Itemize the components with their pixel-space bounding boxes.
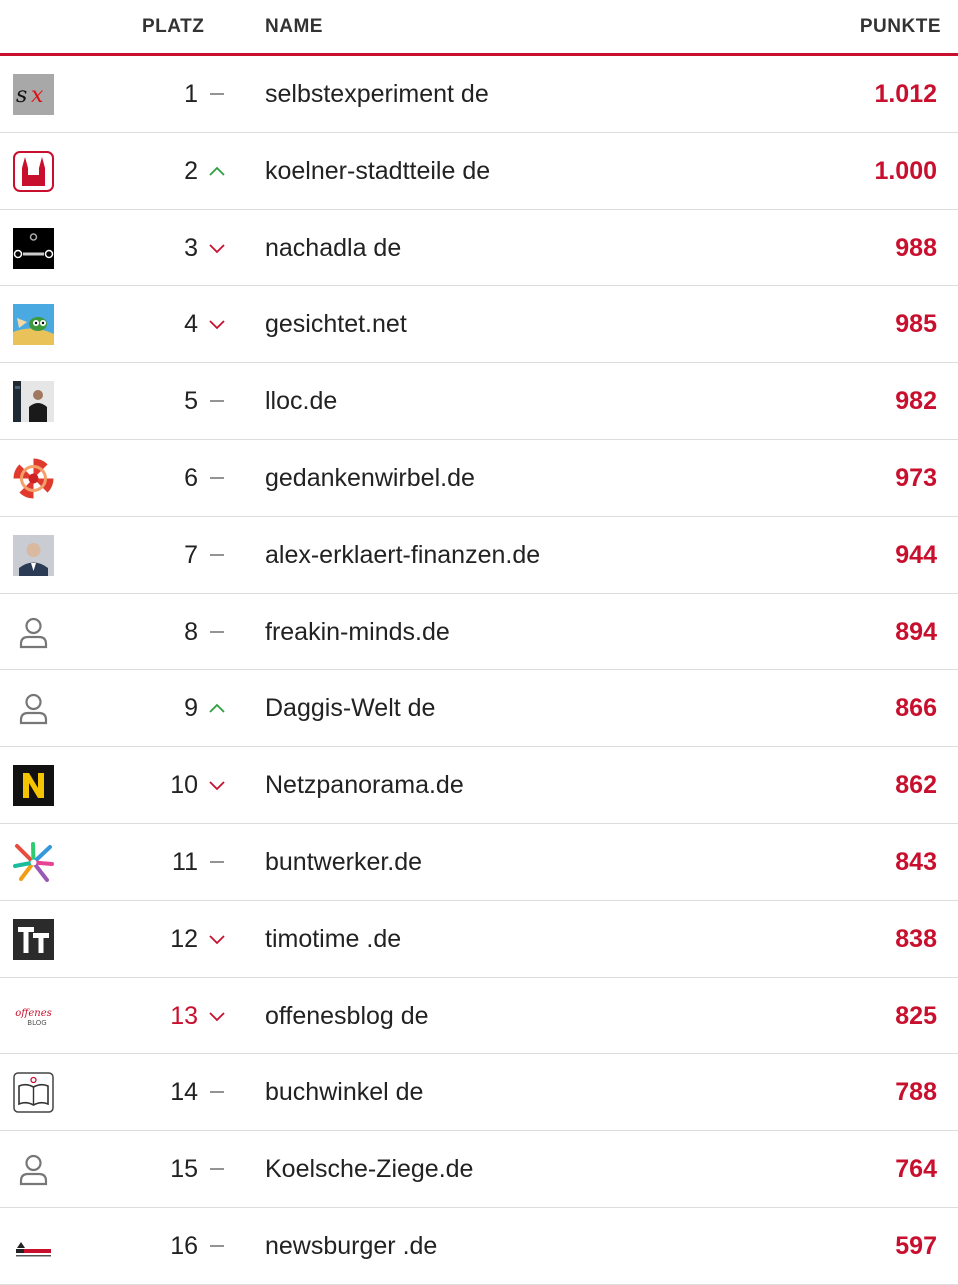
rank-value: 2 xyxy=(184,156,198,185)
blog-name-link[interactable]: Koelsche-Ziege.de xyxy=(265,1155,474,1184)
header-punkte[interactable]: PUNKTE xyxy=(859,16,941,37)
trend-same-icon xyxy=(207,391,227,411)
blog-name-link[interactable]: alex-erklaert-finanzen.de xyxy=(265,540,541,569)
blog-name-link[interactable]: timotime .de xyxy=(265,924,402,953)
rank-value: 9 xyxy=(184,694,198,723)
points-value: 982 xyxy=(895,387,937,416)
trend-same-icon xyxy=(207,1082,227,1102)
trend-same-icon xyxy=(207,1159,227,1179)
table-row[interactable] xyxy=(0,978,958,1055)
table-row[interactable] xyxy=(0,440,958,517)
rank-value: 4 xyxy=(184,310,198,339)
trend-same-icon xyxy=(207,1236,227,1256)
table-body xyxy=(0,56,958,1285)
table-row[interactable] xyxy=(0,1131,958,1208)
blog-name-link[interactable]: freakin-minds.de xyxy=(265,617,450,646)
trend-up-icon xyxy=(207,698,227,718)
table-header xyxy=(0,0,958,56)
table-row[interactable] xyxy=(0,1208,958,1285)
blog-name-link[interactable]: buchwinkel de xyxy=(265,1078,424,1107)
blog-name-link[interactable]: gedankenwirbel.de xyxy=(265,463,475,492)
table-row[interactable] xyxy=(0,901,958,978)
blog-name-link[interactable]: koelner-stadtteile de xyxy=(265,156,491,185)
trend-up-icon xyxy=(207,698,227,718)
header-platz[interactable]: PLATZ xyxy=(142,16,205,37)
trend-down-icon xyxy=(207,238,227,258)
svg-text:x: x xyxy=(31,83,44,108)
table-row[interactable] xyxy=(0,133,958,210)
offenesblog-logo-icon xyxy=(13,996,54,1037)
trend-same-icon xyxy=(207,468,227,488)
trend-down-icon xyxy=(207,775,227,795)
rank-value: 7 xyxy=(184,540,198,569)
table-row[interactable] xyxy=(0,747,958,824)
trend-down-icon xyxy=(207,775,227,795)
rank-value: 15 xyxy=(170,1155,198,1184)
rank-value: 13 xyxy=(170,1001,198,1030)
newsburger-logo-icon xyxy=(13,1226,54,1267)
table-row[interactable] xyxy=(0,363,958,440)
trend-up-icon xyxy=(207,161,227,181)
tt-logo-icon xyxy=(13,919,54,960)
blog-name-link[interactable]: newsburger .de xyxy=(265,1231,438,1260)
trend-down-icon xyxy=(207,1006,227,1026)
svg-text:s: s xyxy=(16,83,28,108)
user-icon xyxy=(13,1149,54,1190)
points-value: 764 xyxy=(895,1155,937,1184)
speaker-photo-icon xyxy=(13,381,54,422)
rank-value: 8 xyxy=(184,617,198,646)
trend-same-icon xyxy=(207,852,227,872)
points-value: 838 xyxy=(895,924,937,953)
table-row[interactable] xyxy=(0,824,958,901)
trend-same-icon xyxy=(207,84,227,104)
blog-name-link[interactable]: nachadla de xyxy=(265,233,402,262)
trend-same-icon xyxy=(207,1236,227,1256)
trend-same-icon xyxy=(207,622,227,642)
user-icon xyxy=(13,612,54,653)
table-row[interactable] xyxy=(0,286,958,363)
trend-same-icon xyxy=(207,1082,227,1102)
cathedral-icon xyxy=(13,151,54,192)
table-row[interactable] xyxy=(0,594,958,671)
trend-down-icon xyxy=(207,314,227,334)
svg-text:offenes: offenes xyxy=(15,1007,52,1019)
rank-value: 14 xyxy=(170,1078,198,1107)
trend-same-icon xyxy=(207,622,227,642)
table-row[interactable] xyxy=(0,1054,958,1131)
rank-value: 3 xyxy=(184,233,198,262)
user-icon xyxy=(13,688,54,729)
svg-text:BLOG: BLOG xyxy=(27,1018,47,1027)
blog-name-link[interactable]: gesichtet.net xyxy=(265,310,407,339)
blog-name-link[interactable]: lloc.de xyxy=(265,387,338,416)
trend-up-icon xyxy=(207,161,227,181)
rank-value: 5 xyxy=(184,387,198,416)
trend-same-icon xyxy=(207,1159,227,1179)
blog-name-link[interactable]: offenesblog de xyxy=(265,1001,429,1030)
trend-down-icon xyxy=(207,238,227,258)
points-value: 973 xyxy=(895,463,937,492)
book-icon xyxy=(13,1072,54,1113)
rank-value: 12 xyxy=(170,924,198,953)
trend-same-icon xyxy=(207,852,227,872)
points-value: 788 xyxy=(895,1078,937,1107)
header-name[interactable]: NAME xyxy=(265,16,323,37)
rank-value: 10 xyxy=(170,771,198,800)
points-value: 843 xyxy=(895,847,937,876)
trend-same-icon xyxy=(207,545,227,565)
blog-name-link[interactable]: selbstexperiment de xyxy=(265,80,489,108)
blog-name-link[interactable]: buntwerker.de xyxy=(265,847,423,876)
table-row[interactable] xyxy=(0,56,958,133)
portrait-photo-icon xyxy=(13,535,54,576)
table-row[interactable] xyxy=(0,517,958,594)
trend-down-icon xyxy=(207,929,227,949)
cartoon-icon xyxy=(13,304,54,345)
points-value: 597 xyxy=(895,1231,937,1260)
trend-same-icon xyxy=(207,468,227,488)
trend-same-icon xyxy=(207,545,227,565)
rank-value: 1 xyxy=(184,80,198,108)
trend-same-icon xyxy=(207,84,227,104)
points-value: 1.012 xyxy=(874,80,937,108)
nachadla-logo-icon xyxy=(13,228,54,269)
sx-logo-icon xyxy=(13,74,54,115)
blog-name-link[interactable]: Netzpanorama.de xyxy=(265,771,464,800)
points-value: 894 xyxy=(895,617,937,646)
points-value: 1.000 xyxy=(874,156,937,185)
rank-value: 11 xyxy=(172,847,198,876)
pencils-icon xyxy=(13,842,54,883)
n-logo-icon xyxy=(13,765,54,806)
points-value: 985 xyxy=(895,310,937,339)
spiral-icon xyxy=(13,458,54,499)
trend-down-icon xyxy=(207,929,227,949)
blog-name-link[interactable]: Daggis-Welt de xyxy=(265,694,436,723)
table-row[interactable] xyxy=(0,210,958,287)
trend-down-icon xyxy=(207,1006,227,1026)
points-value: 866 xyxy=(895,694,937,723)
points-value: 862 xyxy=(895,771,937,800)
points-value: 988 xyxy=(895,233,937,262)
points-value: 825 xyxy=(895,1001,937,1030)
trend-down-icon xyxy=(207,314,227,334)
table-row[interactable] xyxy=(0,670,958,747)
rank-value: 16 xyxy=(170,1231,198,1260)
rank-value: 6 xyxy=(184,463,198,492)
trend-same-icon xyxy=(207,391,227,411)
points-value: 944 xyxy=(895,540,937,569)
